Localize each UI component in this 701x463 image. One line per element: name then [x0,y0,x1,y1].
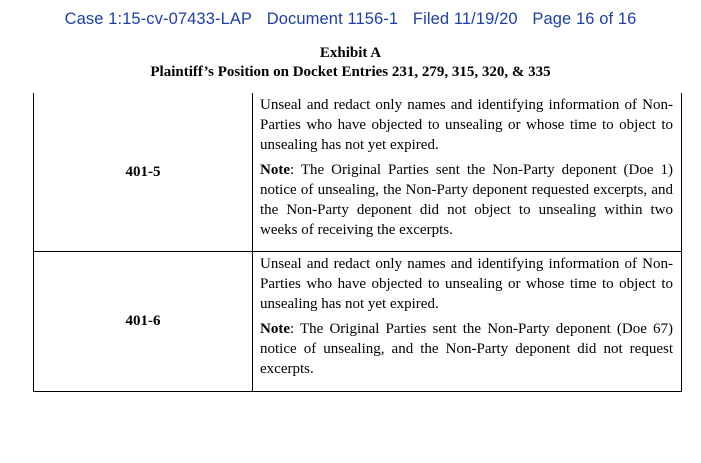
position-text: Unseal and redact only names and identifying information of Non-Parties who have objected to unsealing or whose time to object to unsealing has not yet expired. [260,97,673,154]
table-row [33,93,682,252]
position-cell [253,252,681,391]
note-text: : The Original Parties sent the Non-Party deponent (Doe 1) notice of unsealing, the Non-Party deponent requested excerpts, and the Non-Party deponent did not object to unsealing within two weeks of receiving the excerpts. [260,161,673,239]
case-header [0,10,701,29]
note-paragraph [260,319,673,380]
note-label: Note [260,320,290,337]
docket-entry-cell: 401-6 [34,252,253,391]
docket-entry-cell: 401-5 [34,93,253,251]
page-number: Page 16 of 16 [532,10,637,28]
position-cell [253,93,681,251]
filed-date: Filed 11/19/20 [412,10,518,28]
table-row [33,252,682,392]
document-number: Document 1156-1 [266,10,399,28]
docket-table [33,93,682,392]
note-label: Note [260,161,290,178]
position-text: Unseal and redact only names and identifying information of Non-Parties who have objected to unsealing or whose time to object to unsealing has not yet expired. [260,256,673,313]
exhibit-subtitle: Plaintiff’s Position on Docket Entries 231, 279, 315, 320, & 335 [150,64,551,80]
note-text: : The Original Parties sent the Non-Party deponent (Doe 67) notice of unsealing, and the Non-Party deponent did not request excerpts. [260,320,673,378]
case-number: Case 1:15-cv-07433-LAP [64,10,253,28]
note-paragraph [260,160,673,241]
exhibit-title: Exhibit A [319,45,382,61]
